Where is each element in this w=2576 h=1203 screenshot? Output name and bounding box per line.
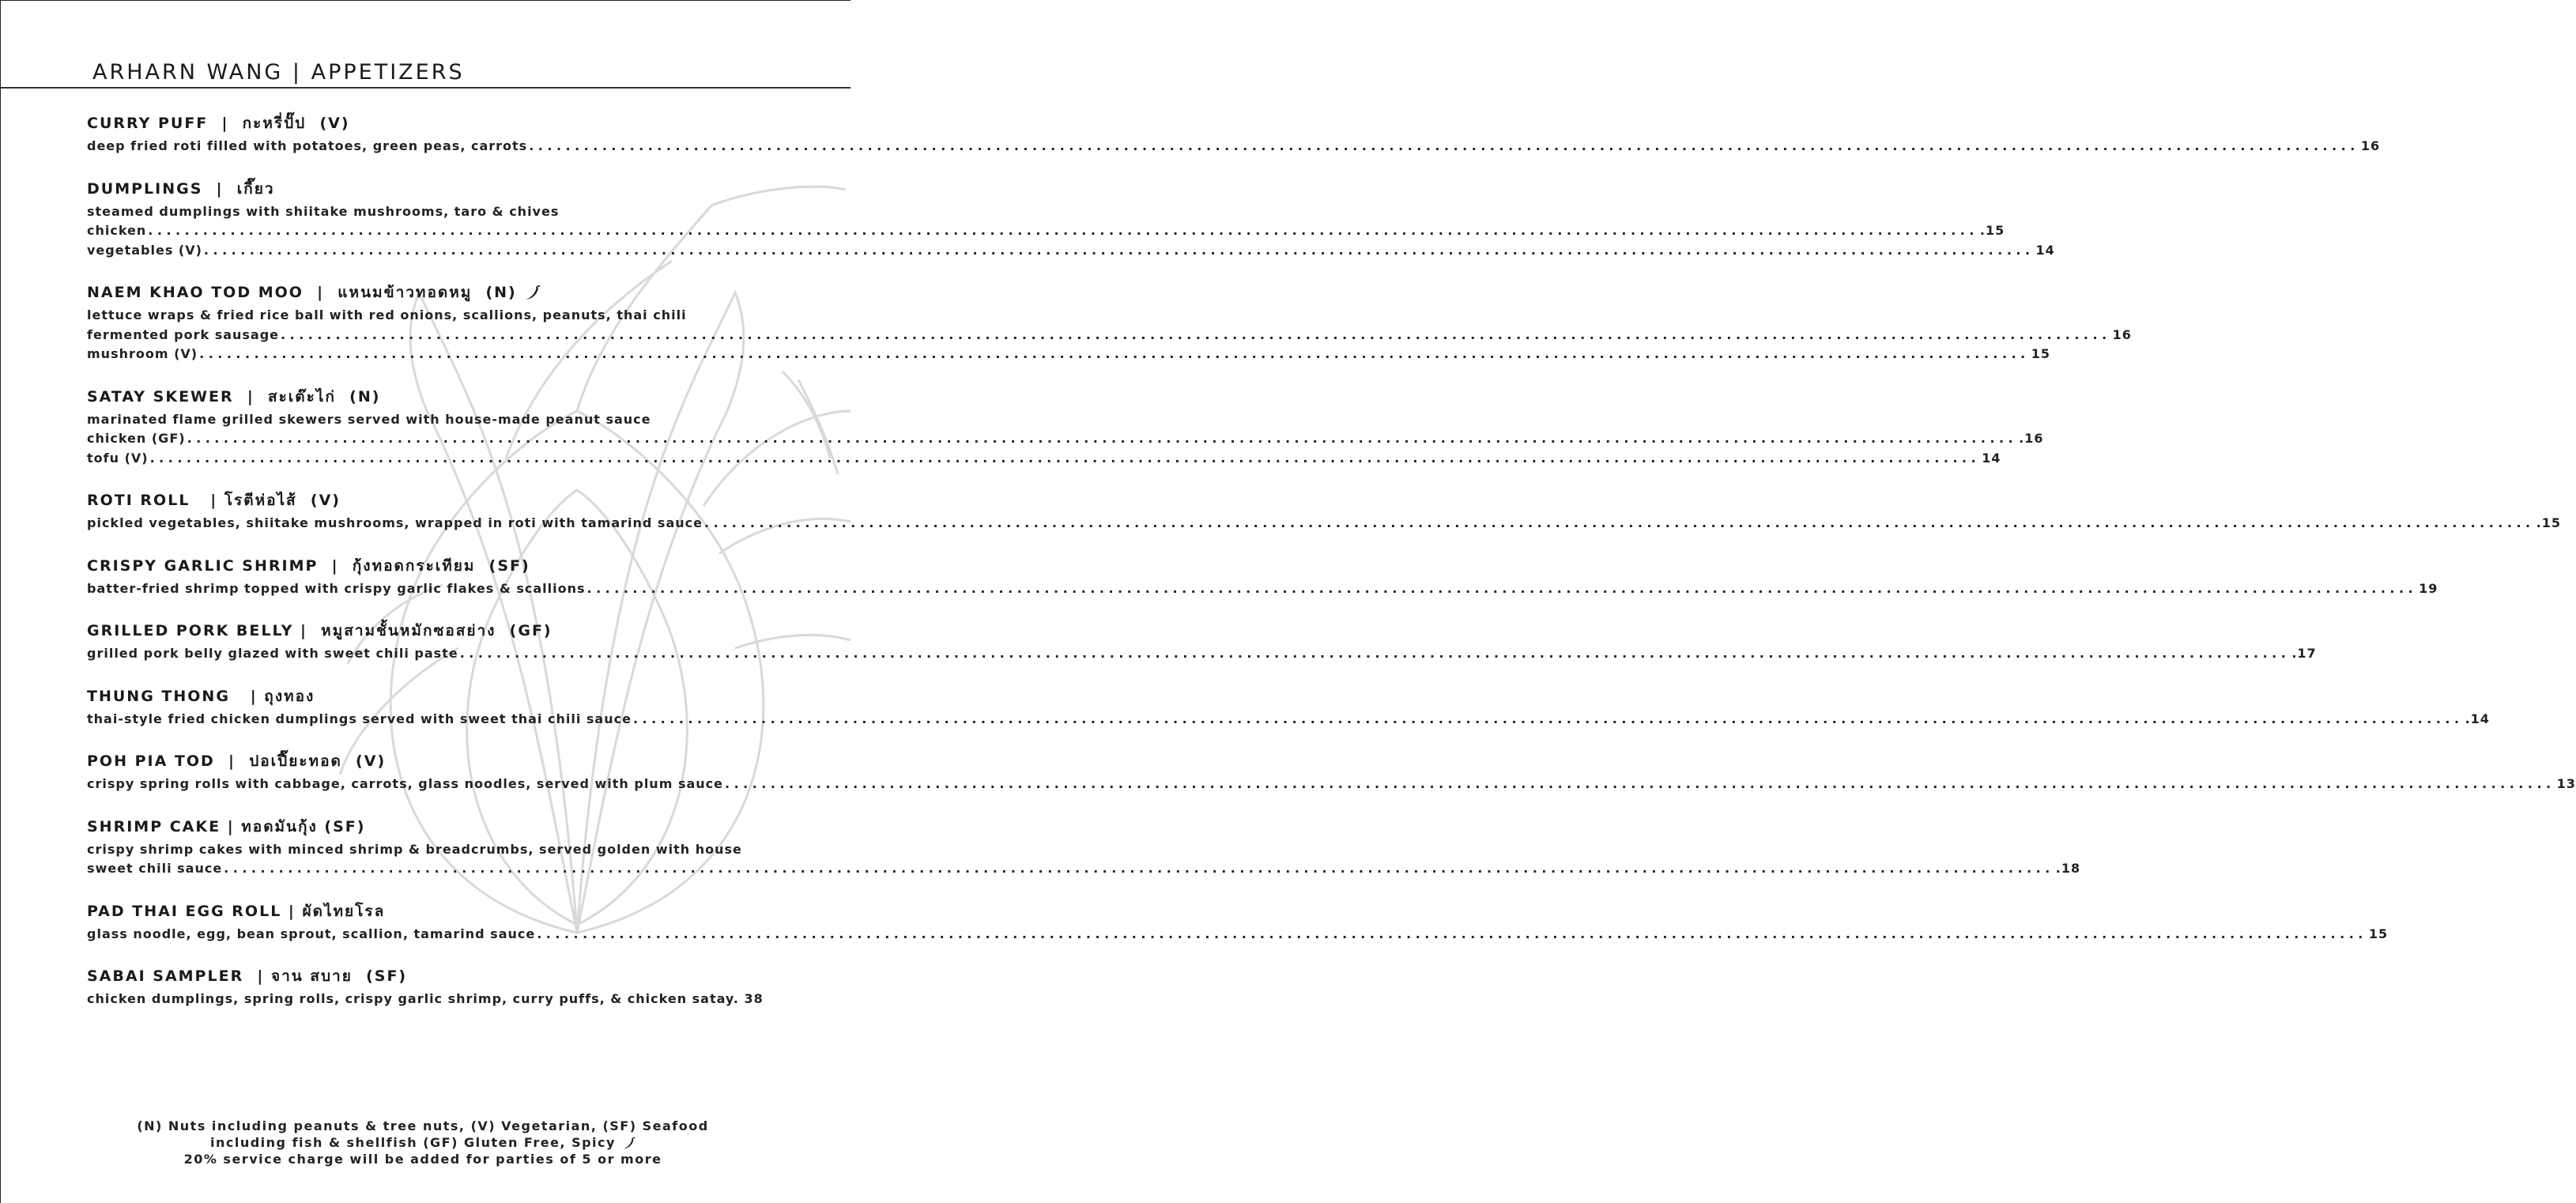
price-line-label: sweet chili sauce: [87, 861, 223, 876]
dot-leader: ........................................................................................................................................................................................................: [199, 346, 2030, 361]
menu-item-name: [87, 748, 759, 775]
menu-item-name: [87, 487, 759, 514]
dot-leader: ........................................................................................................................................................................................................: [703, 515, 2535, 530]
dot-leader: ........................................................................................................................................................................................................: [724, 776, 2555, 791]
price: .14: [2465, 711, 2490, 726]
price: 15: [2368, 926, 2389, 941]
page-border-left: [0, 0, 1, 1203]
price-line-label: grilled pork belly glazed with sweet chili paste: [87, 646, 458, 661]
price-line-label: crispy spring rolls with cabbage, carrots, glass noodles, served with plum sauce: [87, 776, 723, 791]
menu-item: [87, 898, 2389, 945]
menu-item-description: steamed dumplings with shiitake mushrooms, taro & chives: [87, 203, 560, 219]
price-line-label: chicken (GF): [87, 431, 186, 446]
price: .18: [2055, 861, 2081, 876]
price: 16: [2112, 326, 2132, 342]
price: .15: [1979, 223, 2005, 238]
menu-price-line: [87, 137, 2381, 157]
menu-item: [87, 383, 2044, 469]
dot-leader: ........................................................................................................................................................................................................: [529, 138, 2359, 153]
menu-item: [87, 963, 764, 1009]
price: 16: [2360, 138, 2381, 153]
dot-leader: ........................................................................................................................................................................................................: [586, 580, 2418, 596]
menu-item-name-text: SHRIMP CAKE | ทอดมันกุ้ง (SF): [87, 817, 366, 835]
dot-leader: ........................................................................................................................................................................................................: [203, 242, 2035, 258]
menu-price-line: [87, 514, 2561, 534]
price: .16: [2019, 431, 2044, 446]
dot-leader: ........................................................................................................................................................................................................: [632, 711, 2464, 726]
price: 15: [2031, 346, 2050, 361]
menu-price-line: [87, 221, 2005, 241]
menu-item-name-text: THUNG THONG | ถุงทอง: [87, 687, 315, 705]
menu-item-name: [87, 383, 759, 410]
page-title: ARHARN WANG | APPETIZERS: [92, 60, 465, 85]
menu-item: [87, 175, 2055, 261]
menu-item-description: lettuce wraps & fried rice ball with red onions, scallions, peanuts, thai chili: [87, 307, 687, 322]
menu-price-line: [87, 925, 2389, 945]
page-border-top: [0, 0, 850, 1]
menu-item-name: [87, 963, 759, 990]
menu-price-line: [87, 241, 2055, 261]
price: 19: [2419, 580, 2438, 596]
menu-item-name-text: CRISPY GARLIC SHRIMP | กุ้งทอดกระเทียม (SF): [87, 556, 530, 575]
price-line-label: pickled vegetables, shiitake mushrooms, wrapped in roti with tamarind sauce: [87, 515, 703, 530]
menu-item: [87, 487, 2561, 534]
price: .17: [2291, 646, 2317, 661]
menu-price-line: [87, 710, 2490, 730]
legend-line-1: (N) Nuts including peanuts & tree nuts, (V) Vegetarian, (SF) Seafood: [137, 1118, 709, 1133]
menu-item: [87, 683, 2490, 730]
menu-item: [87, 110, 2381, 157]
price-line-label: fermented pork sausage: [87, 326, 280, 342]
menu-item-name-text: SATAY SKEWER | สะเต๊ะไก่ (N): [87, 387, 381, 405]
dot-leader: ........................................................................................................................................................................................................: [459, 646, 2291, 661]
legend-line-2-text: including fish & shellfish (GF) Gluten Free, Spicy: [209, 1135, 616, 1150]
price: 13: [2556, 776, 2576, 791]
legend-line-3: 20% service charge will be added for parties of 5 or more: [183, 1152, 662, 1167]
menu-legend: [0, 1118, 846, 1167]
dot-leader: ........................................................................................................................................................................................................: [148, 223, 1978, 238]
menu-price-line: [87, 345, 2050, 364]
price-line-label: deep fried roti filled with potatoes, green peas, carrots: [87, 138, 528, 153]
header-divider: [0, 87, 850, 89]
price-line-label: chicken: [87, 223, 147, 238]
menu-item-description: marinated flame grilled skewers served with house-made peanut sauce: [87, 411, 651, 427]
menu-price-line: [87, 859, 2081, 879]
menu-item-name-text: PAD THAI EGG ROLL | ผัดไทยโรล: [87, 902, 386, 920]
price-line-label: thai-style fried chicken dumplings served with sweet thai chili sauce: [87, 711, 632, 726]
chili-pepper-icon: [621, 1135, 636, 1150]
dot-leader: ........................................................................................................................................................................................................: [149, 450, 1981, 466]
menu-price-line: [87, 579, 2438, 599]
menu-item-name-text: NAEM KHAO TOD MOO | แหนมข้าวทอดหมู (N): [87, 284, 517, 301]
appetizer-menu: [87, 110, 2576, 1028]
legend-line-2: [0, 1134, 846, 1151]
menu-item-name-text: ROTI ROLL | โรตีห่อไส้ (V): [87, 492, 341, 509]
chili-pepper-icon: [523, 279, 541, 306]
menu-item-name: [87, 279, 759, 306]
dot-leader: ........................................................................................................................................................................................................: [537, 926, 2367, 941]
dot-leader: ........................................................................................................................................................................................................: [187, 431, 2018, 446]
price-line-label: tofu (V): [87, 450, 149, 466]
menu-item-name-text: POH PIA TOD | ปอเปี๊ยะทอด (V): [87, 752, 387, 770]
menu-item-description: chicken dumplings, spring rolls, crispy garlic shrimp, curry puffs, & chicken satay. 38: [87, 991, 764, 1006]
menu-item-name: [87, 110, 759, 137]
menu-item-name-text: DUMPLINGS | เกี๊ยว: [87, 179, 275, 198]
dot-leader: ........................................................................................................................................................................................................: [224, 861, 2054, 876]
menu-item-name: [87, 552, 759, 579]
price-line-label: glass noodle, egg, bean sprout, scallion, tamarind sauce: [87, 926, 536, 941]
menu-price-line: [87, 449, 2001, 469]
menu-price-line: [87, 644, 2317, 664]
menu-item-description: crispy shrimp cakes with minced shrimp & breadcrumbs, served golden with house: [87, 841, 742, 857]
price: 14: [1982, 450, 2001, 466]
menu-item: [87, 748, 2576, 794]
price: 14: [2035, 242, 2055, 258]
menu-price-line: [87, 326, 2132, 345]
menu-item: [87, 552, 2438, 599]
menu-item-name-text: GRILLED PORK BELLY | หมูสามชั้นหมักซอสย่าง (GF): [87, 622, 553, 639]
price-line-label: mushroom (V): [87, 346, 198, 361]
menu-item-name-text: CURRY PUFF | กะหรี่ปั๊ป (V): [87, 115, 350, 132]
menu-item-name: [87, 898, 759, 925]
price: .15: [2536, 515, 2561, 530]
menu-price-line: [87, 429, 2044, 449]
menu-item-name: [87, 617, 759, 644]
price-line-label: vegetables (V): [87, 242, 202, 258]
menu-item-name-text: SABAI SAMPLER | จาน สบาย (SF): [87, 967, 408, 985]
menu-price-line: [87, 775, 2576, 794]
price-line-label: batter-fried shrimp topped with crispy garlic flakes & scallions: [87, 580, 586, 596]
menu-item: [87, 617, 2317, 664]
dot-leader: ........................................................................................................................................................................................................: [281, 326, 2111, 342]
menu-item-name: [87, 813, 759, 840]
menu-item: [87, 279, 2132, 364]
menu-item: [87, 813, 2081, 879]
menu-item-name: [87, 683, 759, 710]
menu-item-name: [87, 175, 759, 202]
